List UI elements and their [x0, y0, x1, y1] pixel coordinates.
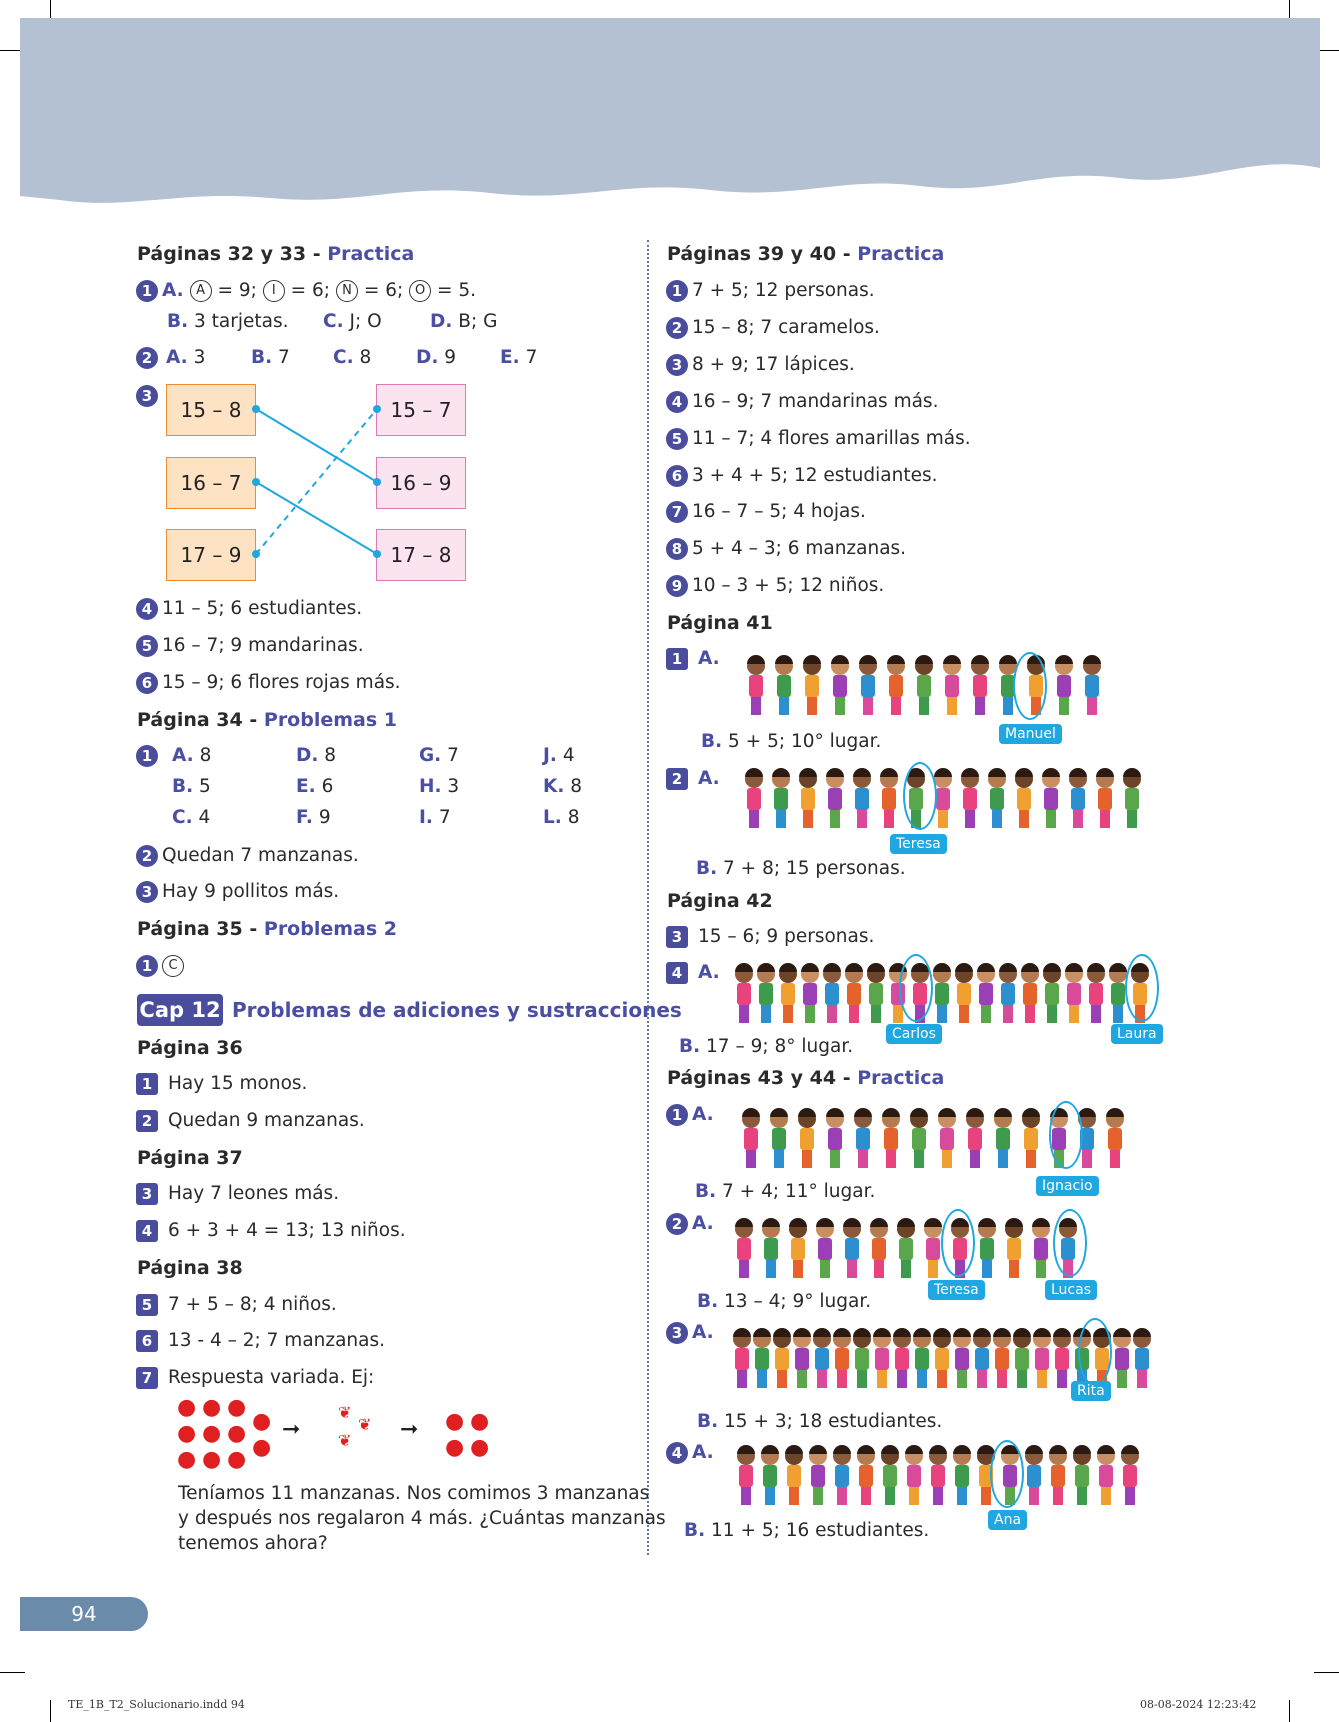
- grid-cell: D. 8: [296, 745, 337, 766]
- child-figure: [770, 1108, 788, 1168]
- child-figure: [994, 1108, 1012, 1168]
- answer-2-d: D. 9: [416, 347, 457, 368]
- child-figure: [929, 1445, 947, 1505]
- grid-cell: L. 8: [543, 807, 580, 828]
- p43-q3: 3 A.: [666, 1322, 714, 1344]
- p42-q4: 4 A.: [666, 962, 720, 984]
- child-figure: [803, 655, 821, 715]
- name-tag: Rita: [1071, 1381, 1111, 1401]
- story-line-3: tenemos ahora?: [178, 1533, 328, 1554]
- p34-answer-3: 3 Hay 9 pollitos más.: [136, 881, 339, 903]
- p41-q1-b: B. 5 + 5; 10° lugar.: [701, 731, 882, 752]
- answer-1-d: D. B; G: [430, 311, 498, 332]
- child-figure: [1133, 1328, 1151, 1388]
- circled-letter: A: [190, 280, 212, 302]
- p38-answer-6: 6 13 - 4 – 2; 7 manzanas.: [136, 1330, 385, 1352]
- child-figure: [943, 655, 961, 715]
- child-figure: [745, 768, 763, 828]
- child-figure: [938, 1108, 956, 1168]
- child-figure: [933, 963, 951, 1023]
- p37-answer-3: 3 Hay 7 leones más.: [136, 1183, 339, 1205]
- child-figure: [988, 768, 1006, 828]
- r-answer-2: 2 15 – 8; 7 caramelos.: [666, 317, 880, 339]
- child-figure: [933, 1328, 951, 1388]
- child-figure: [1055, 655, 1073, 715]
- circled-letter: N: [336, 280, 358, 302]
- story-line-2: y después nos regalaron 4 más. ¿Cuántas manzanas: [178, 1508, 666, 1529]
- child-figure: [999, 963, 1017, 1023]
- child-figure: [1021, 963, 1039, 1023]
- child-figure: [809, 1445, 827, 1505]
- circled-letter: I: [263, 280, 285, 302]
- name-tag: Teresa: [928, 1280, 985, 1300]
- answer-2-b: B. 7: [251, 347, 290, 368]
- child-figure: [978, 1218, 996, 1278]
- child-figure: [1042, 768, 1060, 828]
- child-figure: [966, 1108, 984, 1168]
- child-figure: [1013, 1328, 1031, 1388]
- highlight-ring: [903, 762, 937, 830]
- grid-cell: H. 3: [419, 776, 460, 797]
- child-figure: [793, 1328, 811, 1388]
- highlight-ring: [1049, 1101, 1083, 1169]
- p43-q2: 2 A.: [666, 1213, 714, 1235]
- child-figure: [961, 768, 979, 828]
- grid-cell: I. 7: [419, 807, 451, 828]
- child-figure: [816, 1218, 834, 1278]
- answer-1: 1 A. A = 9; I = 6; N = 6; O = 5.: [136, 280, 476, 302]
- child-figure: [955, 963, 973, 1023]
- child-figure: [859, 655, 877, 715]
- child-figure: [813, 1328, 831, 1388]
- story-line-1: Teníamos 11 manzanas. Nos comimos 3 manzanas: [178, 1483, 650, 1504]
- heading-page-42: Página 42: [667, 890, 773, 912]
- child-figure: [753, 1328, 771, 1388]
- r-answer-6: 6 3 + 4 + 5; 12 estudiantes.: [666, 465, 937, 487]
- child-figure: [953, 1328, 971, 1388]
- grid-cell: F. 9: [296, 807, 331, 828]
- footer-file: TE_1B_T2_Solucionario.indd 94: [68, 1698, 245, 1711]
- name-tag: Teresa: [890, 834, 947, 854]
- child-figure: [905, 1445, 923, 1505]
- children-row: [730, 1442, 1160, 1512]
- child-figure: [1073, 1445, 1091, 1505]
- grid-cell: G. 7: [419, 745, 459, 766]
- child-figure: [843, 1218, 861, 1278]
- child-figure: [857, 1445, 875, 1505]
- chapter-badge: Cap 12: [137, 994, 223, 1026]
- child-figure: [772, 768, 790, 828]
- child-figure: [924, 1218, 942, 1278]
- child-figure: [1043, 963, 1061, 1023]
- child-figure: [973, 1328, 991, 1388]
- heading-page-36: Página 36: [137, 1037, 243, 1059]
- child-figure: [735, 1218, 753, 1278]
- p37-answer-4: 4 6 + 3 + 4 = 13; 13 niños.: [136, 1220, 406, 1242]
- p43-q3-b: B. 15 + 3; 18 estudiantes.: [697, 1411, 943, 1432]
- highlight-ring: [1013, 652, 1047, 720]
- child-figure: [826, 768, 844, 828]
- r-answer-7: 7 16 – 7 – 5; 4 hojas.: [666, 501, 866, 523]
- child-figure: [1025, 1445, 1043, 1505]
- child-figure: [747, 655, 765, 715]
- grid-cell: E. 6: [296, 776, 334, 797]
- footer-timestamp: 08-08-2024 12:23:42: [1140, 1698, 1257, 1711]
- child-figure: [873, 1328, 891, 1388]
- p34-answer-2: 2 Quedan 7 manzanas.: [136, 845, 359, 867]
- child-figure: [742, 1108, 760, 1168]
- child-figure: [779, 963, 797, 1023]
- child-figure: [762, 1218, 780, 1278]
- highlight-ring: [1053, 1209, 1087, 1277]
- child-figure: [993, 1328, 1011, 1388]
- heading-pages-43-44: Páginas 43 y 44 - Practica: [667, 1067, 945, 1089]
- heading-page-38: Página 38: [137, 1257, 243, 1279]
- circled-letter: C: [162, 955, 184, 977]
- child-figure: [913, 1328, 931, 1388]
- child-figure: [823, 963, 841, 1023]
- p43-q1: 1 A.: [666, 1104, 714, 1126]
- grid-cell: J. 4: [543, 745, 575, 766]
- answer-1-c: C. J; O: [323, 311, 382, 332]
- p43-q4: 4 A.: [666, 1442, 714, 1464]
- child-figure: [801, 963, 819, 1023]
- heading-pages-32-33: Páginas 32 y 33 - Practica: [137, 243, 415, 265]
- child-figure: [893, 1328, 911, 1388]
- child-figure: [1097, 1445, 1115, 1505]
- children-row: [728, 960, 1158, 1030]
- r-answer-1: 1 7 + 5; 12 personas.: [666, 280, 875, 302]
- grid-cell: K. 8: [543, 776, 583, 797]
- child-figure: [1033, 1328, 1051, 1388]
- child-figure: [853, 768, 871, 828]
- p34-answer-1: 1: [136, 745, 162, 767]
- child-figure: [870, 1218, 888, 1278]
- r-answer-9: 9 10 – 3 + 5; 12 niños.: [666, 575, 884, 597]
- answer-1-b: B. 3 tarjetas.: [167, 311, 289, 332]
- p36-answer-1: 1 Hay 15 monos.: [136, 1073, 307, 1095]
- answer-4: 4 11 – 5; 6 estudiantes.: [136, 598, 362, 620]
- name-tag: Ana: [988, 1510, 1027, 1530]
- child-figure: [1083, 655, 1101, 715]
- child-figure: [1053, 1328, 1071, 1388]
- children-row: [740, 652, 1140, 722]
- p38-answer-5: 5 7 + 5 – 8; 4 niños.: [136, 1294, 337, 1316]
- name-tag: Carlos: [886, 1024, 942, 1044]
- highlight-ring: [1125, 954, 1159, 1022]
- child-figure: [882, 1108, 900, 1168]
- right-box-3: 17 – 8: [376, 529, 466, 581]
- child-figure: [881, 1445, 899, 1505]
- circled-letter: O: [409, 280, 431, 302]
- p43-q4-b: B. 11 + 5; 16 estudiantes.: [684, 1520, 930, 1541]
- name-tag: Ignacio: [1036, 1176, 1099, 1196]
- child-figure: [773, 1328, 791, 1388]
- child-figure: [977, 963, 995, 1023]
- answer-5: 5 16 – 7; 9 mandarinas.: [136, 635, 364, 657]
- child-figure: [910, 1108, 928, 1168]
- child-figure: [799, 768, 817, 828]
- p43-q1-b: B. 7 + 4; 11° lugar.: [695, 1181, 876, 1202]
- child-figure: [845, 963, 863, 1023]
- r-answer-4: 4 16 – 9; 7 mandarinas más.: [666, 391, 938, 413]
- child-figure: [1049, 1445, 1067, 1505]
- answer-6: 6 15 – 9; 6 flores rojas más.: [136, 672, 401, 694]
- child-figure: [798, 1108, 816, 1168]
- name-tag: Laura: [1111, 1024, 1163, 1044]
- child-figure: [897, 1218, 915, 1278]
- children-row: [735, 1105, 1145, 1175]
- highlight-ring: [941, 1209, 975, 1277]
- child-figure: [833, 1328, 851, 1388]
- child-figure: [1022, 1108, 1040, 1168]
- child-figure: [1106, 1108, 1124, 1168]
- child-figure: [1096, 768, 1114, 828]
- child-figure: [1123, 768, 1141, 828]
- p36-answer-2: 2 Quedan 9 manzanas.: [136, 1110, 365, 1132]
- child-figure: [853, 1328, 871, 1388]
- child-figure: [1113, 1328, 1131, 1388]
- children-row: [738, 765, 1158, 835]
- p42-q4-b: B. 17 – 9; 8° lugar.: [679, 1036, 854, 1057]
- right-box-1: 15 – 7: [376, 384, 466, 436]
- child-figure: [1015, 768, 1033, 828]
- child-figure: [1087, 963, 1105, 1023]
- name-tag: Manuel: [999, 724, 1062, 744]
- page-number: 94: [20, 1597, 148, 1631]
- name-tag: Lucas: [1045, 1280, 1097, 1300]
- answer-2-c: C. 8: [333, 347, 372, 368]
- r-answer-5: 5 11 – 7; 4 flores amarillas más.: [666, 428, 971, 450]
- p41-q1: 1 A.: [666, 648, 720, 670]
- heading-page-37: Página 37: [137, 1147, 243, 1169]
- p41-q2-b: B. 7 + 8; 15 personas.: [696, 858, 906, 879]
- child-figure: [761, 1445, 779, 1505]
- right-box-2: 16 – 9: [376, 457, 466, 509]
- child-figure: [733, 1328, 751, 1388]
- child-figure: [833, 1445, 851, 1505]
- answer-2-a: A. 3: [166, 347, 206, 368]
- child-figure: [1065, 963, 1083, 1023]
- child-figure: [854, 1108, 872, 1168]
- child-figure: [737, 1445, 755, 1505]
- child-figure: [867, 963, 885, 1023]
- apples-illustration: ● ● ● ● ● ● ● ● ● ● ● ➞ ❦ ❦ ❦ ➞ ● ● ● ●: [177, 1395, 490, 1472]
- child-figure: [1069, 768, 1087, 828]
- child-figure: [735, 963, 753, 1023]
- child-figure: [971, 655, 989, 715]
- p41-q2: 2 A.: [666, 768, 720, 790]
- child-figure: [831, 655, 849, 715]
- r-answer-8: 8 5 + 4 – 3; 6 manzanas.: [666, 538, 906, 560]
- highlight-ring: [899, 954, 933, 1022]
- child-figure: [915, 655, 933, 715]
- answer-3: 3: [136, 385, 162, 407]
- highlight-ring: [1078, 1318, 1112, 1386]
- child-figure: [826, 1108, 844, 1168]
- p35-answer-1: 1 C: [136, 955, 184, 977]
- children-row: [728, 1215, 1098, 1285]
- heading-page-35: Página 35 - Problemas 2: [137, 918, 398, 940]
- child-figure: [1005, 1218, 1023, 1278]
- child-figure: [1121, 1445, 1139, 1505]
- heading-page-34: Página 34 - Problemas 1: [137, 709, 398, 731]
- child-figure: [1032, 1218, 1050, 1278]
- answer-2-e: E. 7: [500, 347, 538, 368]
- heading-pages-39-40: Páginas 39 y 40 - Practica: [667, 243, 945, 265]
- grid-cell: C. 4: [172, 807, 211, 828]
- p38-answer-7: 7 Respuesta variada. Ej:: [136, 1367, 374, 1389]
- heading-page-41: Página 41: [667, 612, 773, 634]
- chapter-title: Problemas de adiciones y sustracciones: [232, 998, 682, 1022]
- left-box-1: 15 – 8: [166, 384, 256, 436]
- child-figure: [757, 963, 775, 1023]
- left-box-3: 17 – 9: [166, 529, 256, 581]
- grid-cell: A. 8: [172, 745, 212, 766]
- child-figure: [785, 1445, 803, 1505]
- child-figure: [953, 1445, 971, 1505]
- grid-cell: B. 5: [172, 776, 211, 797]
- highlight-ring: [990, 1440, 1024, 1508]
- answer-2: 2: [136, 347, 162, 369]
- left-box-2: 16 – 7: [166, 457, 256, 509]
- child-figure: [887, 655, 905, 715]
- child-figure: [880, 768, 898, 828]
- p42-q3: 3 15 – 6; 9 personas.: [666, 926, 874, 948]
- r-answer-3: 3 8 + 9; 17 lápices.: [666, 354, 855, 376]
- child-figure: [789, 1218, 807, 1278]
- child-figure: [775, 655, 793, 715]
- p43-q2-b: B. 13 – 4; 9° lugar.: [697, 1291, 872, 1312]
